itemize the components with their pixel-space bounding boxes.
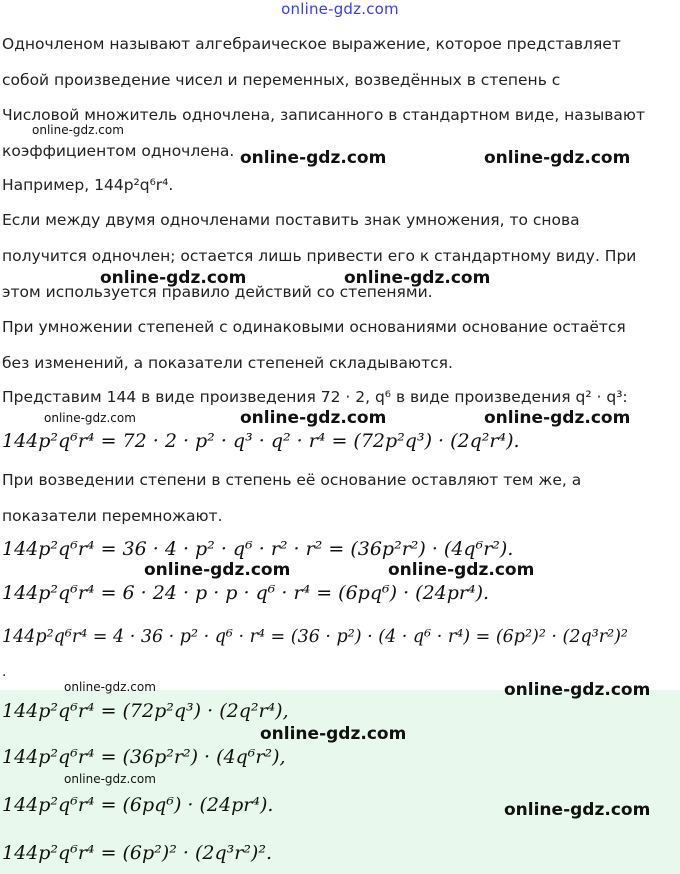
watermark: online-gdz.com — [484, 148, 631, 168]
watermark: online-gdz.com — [504, 680, 651, 700]
paragraph-line: Например, 144p²q⁶r⁴. — [2, 176, 174, 194]
paragraph-line: Если между двумя одночленами поставить знак умножения, то снова — [2, 211, 580, 229]
paragraph-line: показатели перемножают. — [2, 507, 223, 525]
watermark: online-gdz.com — [100, 268, 247, 288]
formula-line: 144p²q⁶r⁴ = 72 · 2 · p² · q³ · q² · r⁴ = (72p²q³) · (2q²r⁴). — [2, 430, 520, 452]
watermark: online-gdz.com — [260, 724, 407, 744]
paragraph-line: При умножении степеней с одинаковыми основаниями основание остаётся — [2, 318, 626, 336]
paragraph-line: этом используется правило действий со степенями. — [2, 283, 433, 301]
watermark: online-gdz.com — [388, 560, 535, 580]
watermark: online-gdz.com — [504, 800, 651, 820]
watermark: online-gdz.com — [32, 123, 124, 137]
paragraph-line: без изменений, а показатели степеней складываются. — [2, 354, 453, 372]
formula-line: 144p²q⁶r⁴ = 4 · 36 · p² · q⁶ · r⁴ = (36 · p²) · (4 · q⁶ · r⁴) = (6p²)² · (2q³r²)² — [2, 627, 628, 647]
paragraph-line: При возведении степени в степень её основание оставляют тем же, а — [2, 471, 582, 489]
watermark: online-gdz.com — [484, 408, 631, 428]
answer-line: 144p²q⁶r⁴ = (36p²r²) · (4q⁶r²), — [2, 746, 286, 768]
watermark: online-gdz.com — [144, 560, 291, 580]
watermark: online-gdz.com — [240, 408, 387, 428]
answer-line: 144p²q⁶r⁴ = (6pq⁶) · (24pr⁴). — [2, 794, 274, 816]
trailing-dot: . — [2, 664, 7, 680]
watermark: online-gdz.com — [64, 680, 156, 694]
paragraph-line: Представим 144 в виде произведения 72 · 2, q⁶ в виде произведения q² · q³: — [2, 388, 628, 406]
answer-line: 144p²q⁶r⁴ = (72p²q³) · (2q²r⁴), — [2, 700, 289, 722]
paragraph-line: собой произведение чисел и переменных, возведённых в степень с — [2, 71, 561, 89]
formula-line: 144p²q⁶r⁴ = 36 · 4 · p² · q⁶ · r² · r² = (36p²r²) · (4q⁶r²). — [2, 538, 514, 560]
site-header-link[interactable]: online-gdz.com — [281, 0, 399, 18]
paragraph-line: Числовой множитель одночлена, записанного в стандартном виде, называют — [2, 106, 645, 124]
watermark: online-gdz.com — [44, 411, 136, 425]
watermark: online-gdz.com — [240, 148, 387, 168]
watermark: online-gdz.com — [344, 268, 491, 288]
formula-line: 144p²q⁶r⁴ = 6 · 24 · p · p · q⁶ · r⁴ = (6pq⁶) · (24pr⁴). — [2, 582, 490, 604]
answer-line: 144p²q⁶r⁴ = (6p²)² · (2q³r²)². — [2, 842, 272, 864]
paragraph-line: получится одночлен; остается лишь привести его к стандартному виду. При — [2, 247, 637, 265]
paragraph-line: Одночленом называют алгебраическое выражение, которое представляет — [2, 35, 621, 53]
paragraph-line: коэффициентом одночлена. — [2, 142, 235, 160]
watermark: online-gdz.com — [64, 772, 156, 786]
